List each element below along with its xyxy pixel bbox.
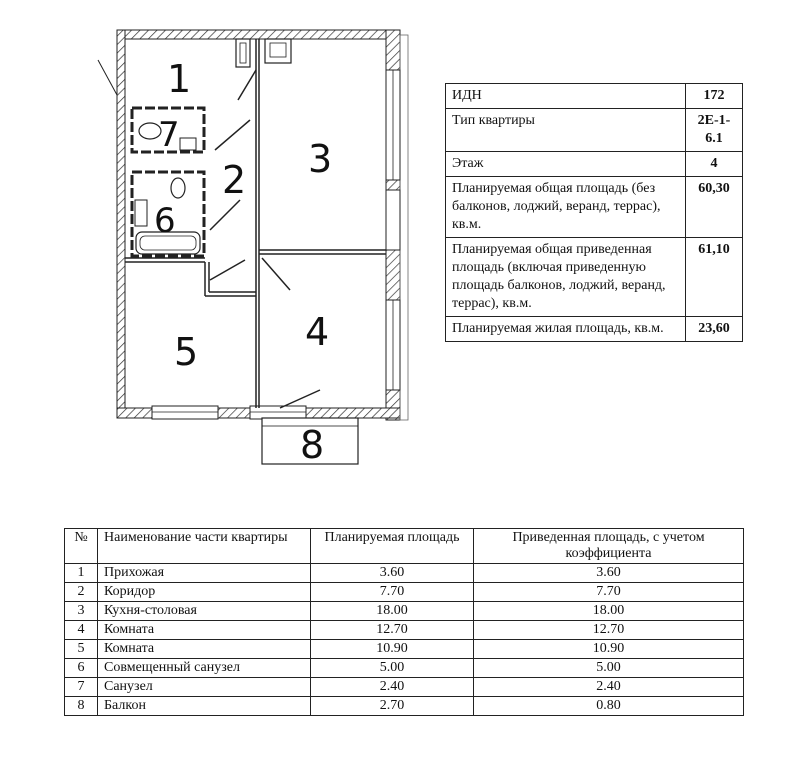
row-reduced: 12.70 xyxy=(474,621,744,640)
table-row xyxy=(65,659,744,678)
row-reduced: 18.00 xyxy=(474,602,744,621)
table-row xyxy=(65,640,744,659)
row-name: Кухня-столовая xyxy=(98,602,311,621)
info-value: 2Е-1-6.1 xyxy=(686,109,743,152)
row-name: Комната xyxy=(98,621,311,640)
info-label: ИДН xyxy=(446,84,686,109)
table-row xyxy=(65,564,744,583)
row-num: 7 xyxy=(65,678,98,697)
info-row xyxy=(446,177,743,238)
row-area: 5.00 xyxy=(311,659,474,678)
row-area: 7.70 xyxy=(311,583,474,602)
header-num: № xyxy=(65,529,98,564)
table-row xyxy=(65,678,744,697)
kitchen-fixtures xyxy=(236,39,291,67)
row-num: 8 xyxy=(65,697,98,716)
room-label-1: 1 xyxy=(167,57,192,101)
row-area: 2.40 xyxy=(311,678,474,697)
room-label-8: 8 xyxy=(300,423,325,467)
rooms-area-table xyxy=(64,528,744,716)
row-reduced: 0.80 xyxy=(474,697,744,716)
row-name: Совмещенный санузел xyxy=(98,659,311,678)
room-label-7: 7 xyxy=(158,115,180,155)
table-header-row xyxy=(65,529,744,564)
apartment-info-table xyxy=(445,83,743,342)
row-reduced: 7.70 xyxy=(474,583,744,602)
room-label-3: 3 xyxy=(308,137,333,181)
info-label: Этаж xyxy=(446,152,686,177)
row-num: 5 xyxy=(65,640,98,659)
info-label: Тип квартиры xyxy=(446,109,686,152)
row-name: Комната xyxy=(98,640,311,659)
table-row xyxy=(65,621,744,640)
header-area: Планируемая площадь xyxy=(311,529,474,564)
header-reduced: Приведенная площадь, с учетом коэффициента xyxy=(474,529,744,564)
floor-plan xyxy=(0,0,440,470)
info-value: 23,60 xyxy=(686,317,743,342)
row-area: 10.90 xyxy=(311,640,474,659)
info-value: 60,30 xyxy=(686,177,743,238)
info-row xyxy=(446,84,743,109)
room-label-4: 4 xyxy=(305,310,330,354)
row-area: 3.60 xyxy=(311,564,474,583)
row-area: 2.70 xyxy=(311,697,474,716)
row-name: Санузел xyxy=(98,678,311,697)
row-num: 4 xyxy=(65,621,98,640)
row-area: 18.00 xyxy=(311,602,474,621)
info-label: Планируемая общая площадь (без балконов, лоджий, веранд, террас), кв.м. xyxy=(446,177,686,238)
header-name: Наименование части квартиры xyxy=(98,529,311,564)
row-num: 3 xyxy=(65,602,98,621)
table-row xyxy=(65,583,744,602)
info-value: 172 xyxy=(686,84,743,109)
row-reduced: 2.40 xyxy=(474,678,744,697)
row-num: 6 xyxy=(65,659,98,678)
room-label-2: 2 xyxy=(222,158,247,202)
row-name: Коридор xyxy=(98,583,311,602)
row-num: 2 xyxy=(65,583,98,602)
info-value: 4 xyxy=(686,152,743,177)
info-row xyxy=(446,109,743,152)
row-area: 12.70 xyxy=(311,621,474,640)
info-label: Планируемая жилая площадь, кв.м. xyxy=(446,317,686,342)
info-row xyxy=(446,317,743,342)
room-label-6: 6 xyxy=(154,201,176,241)
info-value: 61,10 xyxy=(686,238,743,317)
info-label: Планируемая общая приведенная площадь (включая приведенную площадь балконов, лоджий, веранд, террас), кв.м. xyxy=(446,238,686,317)
row-num: 1 xyxy=(65,564,98,583)
row-name: Прихожая xyxy=(98,564,311,583)
room-label-5: 5 xyxy=(174,330,199,374)
entry-marker xyxy=(98,60,117,95)
info-row xyxy=(446,152,743,177)
table-row xyxy=(65,602,744,621)
row-reduced: 10.90 xyxy=(474,640,744,659)
row-reduced: 3.60 xyxy=(474,564,744,583)
row-reduced: 5.00 xyxy=(474,659,744,678)
row-name: Балкон xyxy=(98,697,311,716)
info-row xyxy=(446,238,743,317)
table-row xyxy=(65,697,744,716)
